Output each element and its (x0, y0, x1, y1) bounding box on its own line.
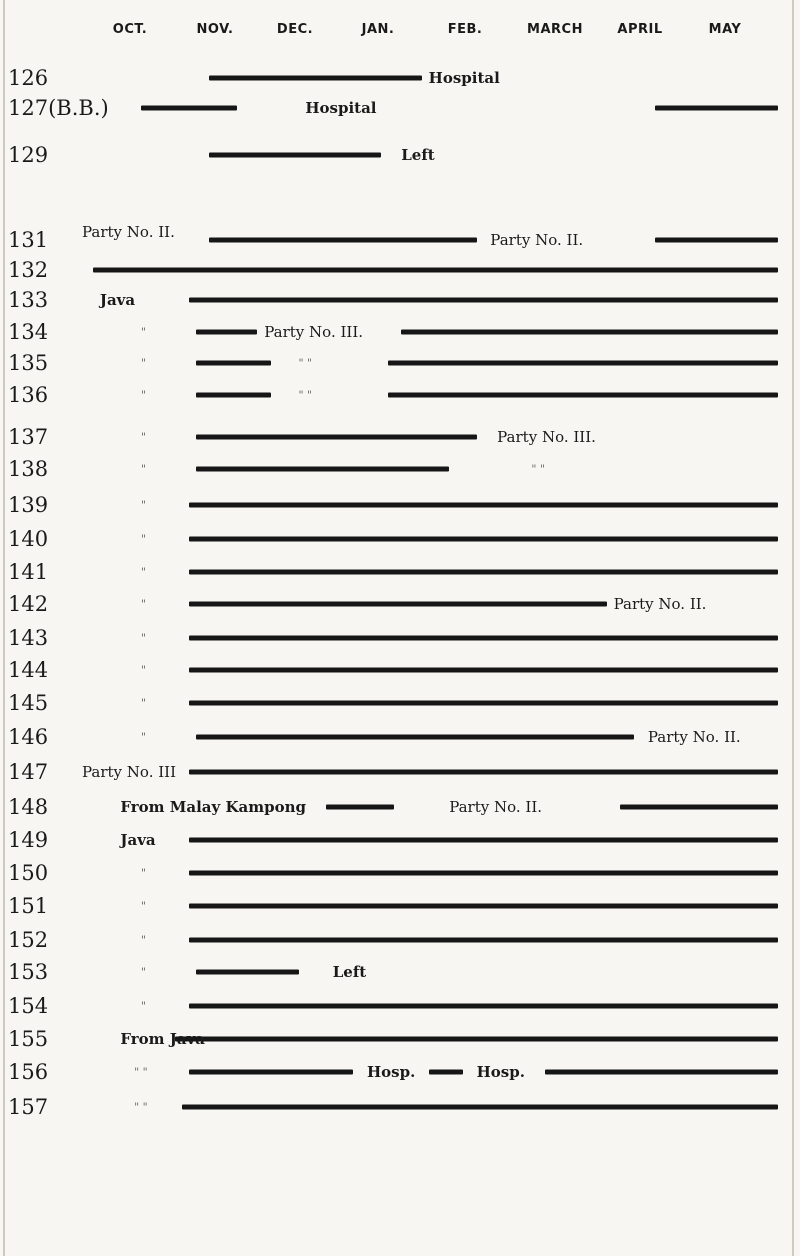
row-number: 141 (8, 560, 49, 584)
timeline-bar (189, 298, 778, 303)
timeline-bar (196, 435, 477, 440)
timeline-bar (209, 238, 476, 243)
timeline-bar (196, 393, 271, 398)
month-header: MAY (708, 22, 742, 37)
row-number: 136 (8, 383, 49, 407)
ditto-mark: " (140, 498, 146, 512)
row-number: 154 (8, 994, 49, 1018)
timeline-bar (175, 1037, 778, 1042)
month-header: JAN. (361, 22, 395, 37)
row-number: 129 (8, 143, 49, 167)
row-number: 134 (8, 320, 49, 344)
row-number: 131 (8, 228, 49, 252)
row-label: Party No. II. (449, 798, 543, 816)
timeline-bar (189, 701, 778, 706)
timeline-bar (141, 106, 237, 111)
timeline-bar (196, 330, 258, 335)
timeline-bar (196, 970, 299, 975)
row-label: Party No. III (82, 763, 177, 781)
row-number: 146 (8, 725, 49, 749)
ditto-mark: " (140, 532, 146, 546)
timeline-bar (655, 238, 778, 243)
row-number: 133 (8, 288, 49, 312)
timeline-bar (189, 838, 778, 843)
timeline-bar (189, 602, 607, 607)
row-label: From Malay Kampong (120, 798, 306, 816)
row-label: Party No. II. (613, 595, 707, 613)
timeline-bar (655, 106, 778, 111)
row-label: Hospital (428, 69, 500, 87)
row-label: Party No. III. (497, 428, 596, 446)
row-label: Java (120, 831, 156, 849)
row-number: 153 (8, 960, 49, 984)
row-label: Java (99, 291, 136, 309)
row-number: 135 (8, 351, 49, 375)
row-number: 149 (8, 828, 49, 852)
row-number: 138 (8, 457, 49, 481)
row-number: 132 (8, 258, 49, 282)
ditto-mark: " (140, 866, 146, 880)
timeline-bar (189, 668, 778, 673)
month-header: DEC. (276, 22, 314, 37)
timeline-bar (401, 330, 778, 335)
row-number: 142 (8, 592, 49, 616)
row-number: 137 (8, 425, 49, 449)
row-label: Hospital (305, 99, 377, 117)
ditto-mark: " (140, 462, 146, 476)
row-number: 147 (8, 760, 49, 784)
row-label: Left (401, 146, 435, 164)
ditto-mark: " (140, 663, 146, 677)
ditto-mark: " (140, 597, 146, 611)
row-number: 156 (8, 1060, 49, 1084)
timeline-bar (388, 393, 778, 398)
timeline-bar (189, 503, 778, 508)
ditto-mark: " (140, 999, 146, 1013)
row-number: 143 (8, 626, 49, 650)
timeline-bar (189, 871, 778, 876)
ditto-mark: " (140, 730, 146, 744)
month-header: MARCH (527, 22, 583, 37)
timeline-bar (93, 268, 778, 273)
ditto-mark: " (140, 965, 146, 979)
ditto-mark: " (140, 356, 146, 370)
ditto-mark: " (140, 696, 146, 710)
row-number: 155 (8, 1027, 49, 1051)
row-number: 150 (8, 861, 49, 885)
timeline-bar (429, 1070, 463, 1075)
row-label: Party No. III. (264, 323, 364, 341)
ditto-mark: " " (298, 356, 313, 370)
row-number: 145 (8, 691, 49, 715)
timeline-bar (189, 1004, 778, 1009)
ditto-mark: " (140, 933, 146, 947)
row-label: Left (332, 963, 367, 981)
month-header: APRIL (617, 22, 663, 37)
timeline-bar (209, 153, 380, 158)
timeline-bar (209, 76, 421, 81)
row-number: 126 (8, 66, 49, 90)
ditto-mark: " " (134, 1100, 148, 1114)
row-number: 127(B.B.) (8, 96, 109, 120)
ditto-mark: " (140, 565, 146, 579)
timeline-bar (189, 636, 778, 641)
timeline-bar (388, 361, 778, 366)
row-number: 144 (8, 658, 49, 682)
ditto-mark: " (140, 388, 146, 402)
ditto-mark: " " (531, 462, 546, 476)
row-number: 139 (8, 493, 49, 517)
timeline-bar (189, 904, 778, 909)
row-label: Party No. II. (82, 223, 175, 241)
timeline-bar (189, 938, 778, 943)
timeline-bar (189, 537, 778, 542)
timeline-bar (196, 467, 449, 472)
row-number: 152 (8, 928, 49, 952)
timeline-bar (620, 805, 778, 810)
timeline-bar (326, 805, 395, 810)
timeline-bar (189, 1070, 353, 1075)
row-label: Hosp. (367, 1063, 416, 1081)
row-number: 140 (8, 527, 49, 551)
month-header: FEB. (447, 22, 483, 37)
timeline-bar (196, 735, 634, 740)
row-label: Hosp. (476, 1063, 525, 1081)
timeline-bar (182, 1105, 778, 1110)
row-label: Party No. II. (490, 231, 584, 249)
ditto-mark: " (140, 325, 146, 339)
row-number: 148 (8, 795, 49, 819)
row-number: 157 (8, 1095, 49, 1119)
row-number: 151 (8, 894, 49, 918)
ditto-mark: " " (298, 388, 313, 402)
timeline-bar (545, 1070, 778, 1075)
ditto-mark: " " (134, 1065, 148, 1079)
row-label: From Java (120, 1030, 206, 1048)
timeline-bar (189, 570, 778, 575)
ditto-mark: " (140, 899, 146, 913)
month-header: NOV. (196, 22, 234, 37)
ditto-mark: " (140, 430, 146, 444)
timeline-bar (196, 361, 271, 366)
ditto-mark: " (140, 631, 146, 645)
timeline-bar (189, 770, 778, 775)
row-label: Party No. II. (647, 728, 741, 746)
month-header: OCT. (112, 22, 148, 37)
